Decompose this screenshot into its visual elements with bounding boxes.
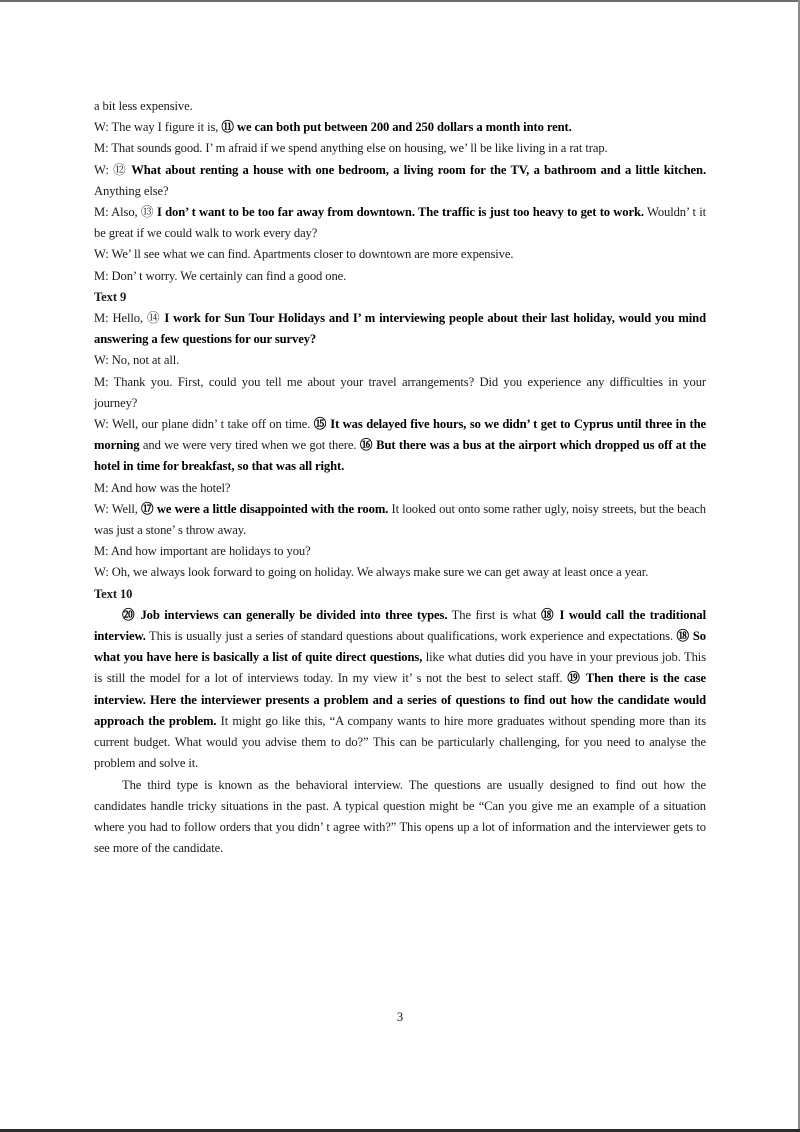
dialogue-line	[94, 244, 706, 265]
line-text: The first is what	[447, 607, 542, 622]
line-text: a bit less expensive.	[94, 99, 193, 113]
answer-highlight: ⑱ So what you have here is basically a list of quite direct questions,	[94, 629, 706, 665]
scan-edge-top	[0, 0, 800, 2]
answer-highlight: ⑮ It was delayed five hours, so we didn’ t get to Cyprus until three in the morning	[94, 417, 706, 453]
dialogue-line	[94, 117, 706, 138]
line-text: and we were very tired when we got there.	[139, 438, 360, 453]
dialogue-line	[94, 160, 706, 202]
line-text: This is usually just a series of standard questions about qualifications, work experience and expectations.	[145, 629, 677, 644]
line-text: It might go like this, “A company wants to hire more graduates without spending more than its current budget. What would you advise them to do?” This can be particularly challenging, for you need to analyse the problem and solve it.	[94, 713, 707, 771]
transcript-body	[94, 96, 706, 859]
line-text: M: And how was the hotel?	[94, 480, 231, 495]
monologue-paragraph: The third type is known as the behavioral interview. The questions are usually designed to find out how the candidates handle tricky situations in the past. A typical question might be “Can you give me an example of a situation where you had to follow orders that you didn’ t agree with?” This opens up a lot of information and the interviewer gets to see more of the candidate.	[94, 777, 706, 856]
line-text: M: Thank you. First, could you tell me about your travel arrangements? Did you experience any difficulties in your journey?	[94, 374, 706, 410]
dialogue-line	[94, 541, 706, 562]
line-text: M: Hello, ⑭	[94, 311, 165, 326]
dialogue-line	[94, 372, 706, 414]
line-text: W: We’ ll see what we can find. Apartments closer to downtown are more expensive.	[94, 247, 514, 262]
dialogue-line	[94, 266, 706, 287]
line-text: W: Well,	[94, 501, 142, 516]
line-text: like what duties did you have in your previous job. This is still the model for a lot of interviews today. In my view it’ s not the best to select staff.	[94, 650, 706, 686]
line-text: M: Don’ t worry. We certainly can find a good one.	[94, 268, 347, 283]
dialogue-line	[94, 478, 706, 499]
line-text: M: Also, ⑬	[94, 205, 157, 220]
dialogue-line	[94, 138, 706, 159]
line-text: W: No, not at all.	[94, 353, 180, 368]
page-number: 3	[396, 1010, 404, 1024]
dialogue-line	[94, 562, 706, 583]
dialogue-line	[94, 202, 706, 244]
answer-highlight: ⑰ we were a little disappointed with the room.	[141, 501, 389, 516]
dialogue-line	[94, 96, 706, 117]
line-text: Wouldn’ t it be great if we could walk to work every day?	[94, 205, 706, 241]
answer-highlight: ⑳ Job interviews can generally be divided into three types.	[122, 607, 448, 622]
line-text: M: And how important are holidays to you?	[94, 544, 311, 559]
answer-highlight: ⑯ But there was a bus at the airport which dropped us off at the hotel in time for breakfast, so that was all right.	[94, 438, 706, 474]
dialogue-line	[94, 308, 706, 350]
answer-highlight: What about renting a house with one bedroom, a living room for the TV, a bathroom and a little kitchen.	[131, 162, 706, 177]
dialogue-line	[94, 414, 706, 478]
answer-highlight: ⑱ I would call the traditional interview.	[94, 607, 706, 644]
answer-highlight: I work for Sun Tour Holidays and I’ m interviewing people about their last holiday, would you mind answering a few questions for our survey?	[94, 311, 706, 347]
section-heading-text-10: Text 10	[94, 586, 133, 601]
line-text: M: That sounds good. I’ m afraid if we spend anything else on housing, we’ ll be like living in a rat trap.	[94, 141, 608, 156]
line-text: W: The way I figure it is,	[94, 120, 222, 135]
dialogue-line	[94, 350, 706, 371]
answer-highlight: ⑲ Then there is the case interview. Here the interviewer presents a problem and a series of questions to find out how the candidate would approach the problem.	[94, 671, 707, 728]
monologue-paragraph	[94, 605, 706, 775]
line-text: W: Well, our plane didn’ t take off on time.	[94, 417, 314, 432]
line-text: W: Oh, we always look forward to going on holiday. We always make sure we can get away at least once a year.	[94, 565, 649, 580]
answer-highlight: ⑪ we can both put between 200 and 250 dollars a month into rent.	[221, 120, 572, 135]
line-text: It looked out onto some rather ugly, noisy streets, but the beach was just a stone’ s throw away.	[94, 501, 706, 538]
section-heading-text-9: Text 9	[94, 289, 127, 304]
line-text: Anything else?	[94, 183, 169, 198]
answer-highlight: I don’ t want to be too far away from downtown. The traffic is just too heavy to get to work.	[156, 205, 644, 220]
line-text: W: ⑫	[94, 162, 132, 177]
dialogue-line	[94, 499, 706, 541]
